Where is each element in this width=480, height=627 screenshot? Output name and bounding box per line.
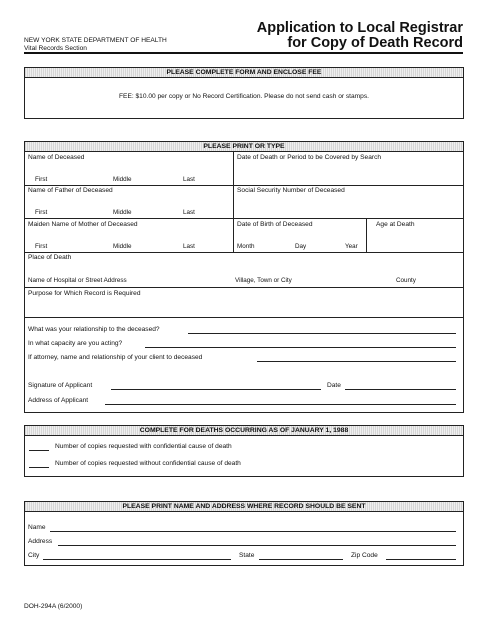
- signature-line[interactable]: [111, 389, 321, 390]
- age-at-death-label: Age at Death: [376, 221, 415, 228]
- mailing-city-line[interactable]: [43, 559, 231, 560]
- section-line: Vital Records Section: [24, 45, 87, 52]
- date-line[interactable]: [345, 389, 456, 390]
- grid-divider: [366, 218, 367, 252]
- county-sublabel: County: [396, 277, 416, 284]
- mailing-address-line[interactable]: [58, 545, 456, 546]
- name-of-deceased-label: Name of Deceased: [28, 154, 85, 161]
- mailing-city-label: City: [28, 552, 40, 559]
- attorney-question: If attorney, name and relationship of your client to deceased: [28, 354, 203, 361]
- copies-banner: COMPLETE FOR DEATHS OCCURRING AS OF JANUARY 1, 1988: [25, 426, 463, 436]
- middle-sublabel: Middle: [113, 243, 132, 250]
- copies-section: [24, 425, 464, 477]
- grid-divider: [25, 185, 463, 186]
- grid-divider: [25, 252, 463, 253]
- date-of-birth-label: Date of Birth of Deceased: [237, 221, 313, 228]
- hospital-sublabel: Name of Hospital or Street Address: [28, 277, 127, 284]
- address-of-applicant-line[interactable]: [105, 404, 456, 405]
- last-sublabel: Last: [183, 243, 195, 250]
- grid-divider: [25, 287, 463, 288]
- first-sublabel: First: [35, 243, 48, 250]
- first-sublabel: First: [35, 176, 48, 183]
- mailing-name-label: Name: [28, 524, 46, 531]
- attorney-answer-line[interactable]: [257, 361, 456, 362]
- signature-label: Signature of Applicant: [28, 382, 93, 389]
- fee-banner: PLEASE COMPLETE FORM AND ENCLOSE FEE: [25, 68, 463, 78]
- confidential-copies-blank[interactable]: [29, 450, 49, 451]
- agency-line: NEW YORK STATE DEPARTMENT OF HEALTH: [24, 37, 167, 44]
- address-of-applicant-label: Address of Applicant: [28, 397, 89, 404]
- nonconfidential-copies-blank[interactable]: [29, 467, 49, 468]
- mailing-state-label: State: [239, 552, 255, 559]
- grid-divider: [233, 152, 234, 252]
- form-id: DOH-294A (6/2000): [24, 603, 83, 610]
- last-sublabel: Last: [183, 209, 195, 216]
- main-section: [24, 141, 464, 413]
- name-of-father-label: Name of Father of Deceased: [28, 187, 113, 194]
- mailing-name-line[interactable]: [50, 531, 456, 532]
- mailing-state-line[interactable]: [259, 559, 343, 560]
- nonconfidential-copies-label: Number of copies requested without confidential cause of death: [55, 460, 241, 467]
- main-banner: PLEASE PRINT OR TYPE: [25, 142, 463, 152]
- fee-section: [24, 67, 464, 119]
- middle-sublabel: Middle: [113, 209, 132, 216]
- capacity-question: In what capacity are you acting?: [28, 340, 123, 347]
- mailing-address-label: Address: [28, 538, 53, 545]
- title-line-1: Application to Local Registrar: [256, 20, 463, 36]
- year-sublabel: Year: [345, 243, 358, 250]
- grid-divider: [25, 317, 463, 318]
- relationship-question: What was your relationship to the deceased?: [28, 326, 160, 333]
- capacity-answer-line[interactable]: [145, 347, 456, 348]
- confidential-copies-label: Number of copies requested with confidential cause of death: [55, 443, 232, 450]
- mailing-section: [24, 501, 464, 566]
- relationship-answer-line[interactable]: [188, 333, 456, 334]
- village-sublabel: Village, Town or City: [235, 277, 292, 284]
- date-label: Date: [327, 382, 341, 389]
- middle-sublabel: Middle: [113, 176, 132, 183]
- purpose-label: Purpose for Which Record is Required: [28, 290, 141, 297]
- mailing-zip-label: Zip Code: [351, 552, 378, 559]
- ssn-label: Social Security Number of Deceased: [237, 187, 345, 194]
- last-sublabel: Last: [183, 176, 195, 183]
- day-sublabel: Day: [295, 243, 307, 250]
- mailing-banner: PLEASE PRINT NAME AND ADDRESS WHERE RECORD SHOULD BE SENT: [25, 502, 463, 512]
- agency-heading: [24, 37, 167, 53]
- maiden-name-mother-label: Maiden Name of Mother of Deceased: [28, 221, 138, 228]
- title-line-2: for Copy of Death Record: [287, 35, 463, 51]
- header-rule: [24, 52, 463, 54]
- fee-text: FEE: $10.00 per copy or No Record Certification. Please do not send cash or stamps.: [119, 93, 369, 100]
- first-sublabel: First: [35, 209, 48, 216]
- mailing-zip-line[interactable]: [386, 559, 456, 560]
- grid-divider: [25, 218, 463, 219]
- form-title: [257, 21, 463, 51]
- place-of-death-label: Place of Death: [28, 254, 72, 261]
- date-of-death-label: Date of Death or Period to be Covered by Search: [237, 154, 382, 161]
- month-sublabel: Month: [237, 243, 255, 250]
